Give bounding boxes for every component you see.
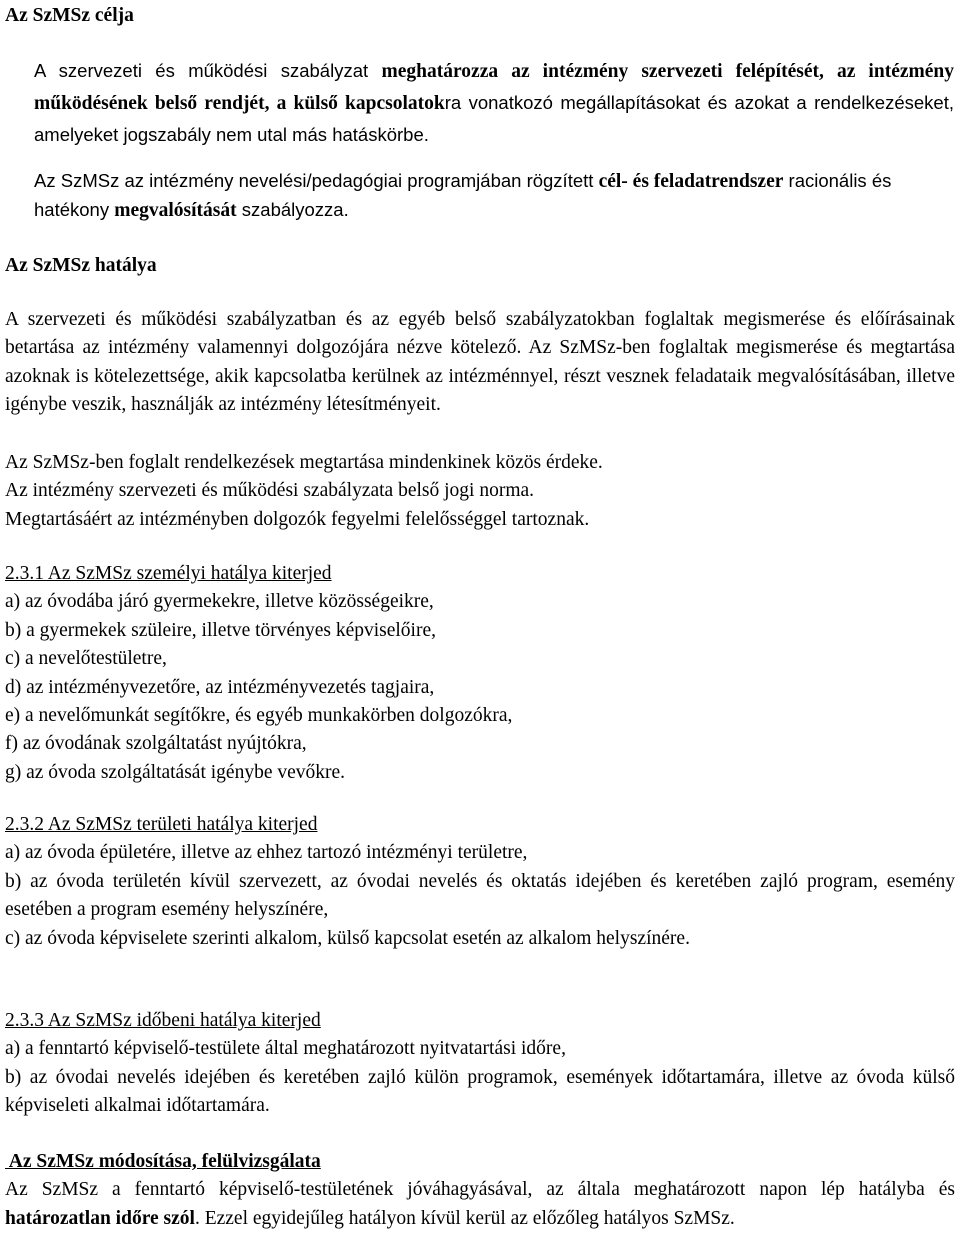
purpose2-text-c: szabályozza. xyxy=(236,199,349,220)
list-item: b) az óvodai nevelés idejében és keretében zajló külön programok, események időtartamára, illetve az óvoda külső képviseleti alkalmai időtartamára. xyxy=(5,1066,955,1117)
section-title-purpose: Az SzMSz célja xyxy=(5,5,134,26)
purpose2-text-b: racionális és hatékony xyxy=(34,170,892,220)
amendment-paragraph xyxy=(5,1176,955,1233)
temporal-scope-section xyxy=(5,1007,955,1121)
purpose2-text-bold2: megvalósítását xyxy=(114,200,237,221)
list-item: a) a fenntartó képviselő-testülete által meghatározott nyitvatartási időre, xyxy=(5,1038,566,1060)
purpose-paragraph-2 xyxy=(34,167,954,225)
purpose2-text-a: Az SzMSz az intézmény nevelési/pedagógiai programjában rögzített xyxy=(34,170,599,191)
purpose-text-bold: meghatározza az intézmény szervezeti felépítését, az intézmény működésének belső rendjét, a külső kapcsolatok xyxy=(34,61,954,114)
temporal-scope-heading: 2.3.3 Az SzMSz időbeni hatálya kiterjed xyxy=(5,1010,321,1031)
purpose2-text-bold1: cél- és feladatrendszer xyxy=(598,171,784,192)
list-item: g) az óvoda szolgáltatását igénybe vevőkre. xyxy=(5,761,346,783)
scope-line: Megtartásáért az intézményben dolgozók fegyelmi felelősséggel tartoznak. xyxy=(5,508,590,530)
amendment-heading: Az SzMSz módosítása, felülvizsgálata xyxy=(5,1151,321,1172)
list-item: b) a gyermekek szüleire, illetve törvényes képviselőire, xyxy=(5,619,436,641)
scope-line: Az SzMSz-ben foglalt rendelkezések megtartása mindenkinek közös érdeke. xyxy=(5,452,603,473)
list-item: f) az óvodának szolgáltatást nyújtókra, xyxy=(5,733,307,755)
list-item: e) a nevelőmunkát segítőkre, és egyéb munkakörben dolgozókra, xyxy=(5,705,513,727)
amendment-section xyxy=(5,1148,955,1233)
list-item: a) az óvoda épületére, illetve az ehhez tartozó intézményi területre, xyxy=(5,842,528,864)
list-item: a) az óvodába járó gyermekekre, illetve közösségeikre, xyxy=(5,591,434,613)
territorial-scope-section xyxy=(5,811,955,953)
purpose-text-b: ra vonatkozó megállapításokat és azokat a rendelkezéseket, amelyeket jogszabály nem utal más hatáskörbe. xyxy=(34,92,954,145)
amendment-text-bold: határozatlan időre szól xyxy=(5,1207,195,1229)
list-item: c) a nevelőtestületre, xyxy=(5,648,167,670)
personal-scope-heading: 2.3.1 Az SzMSz személyi hatálya kiterjed xyxy=(5,563,332,584)
scope-lines xyxy=(5,449,955,534)
territorial-scope-heading: 2.3.2 Az SzMSz területi hatálya kiterjed xyxy=(5,814,318,835)
scope-line: Az intézmény szervezeti és működési szabályzata belső jogi norma. xyxy=(5,480,535,502)
purpose-paragraph-1 xyxy=(34,55,954,150)
list-item: c) az óvoda képviselete szerinti alkalom, külső kapcsolat esetén az alkalom helyszínére. xyxy=(5,927,690,949)
list-item: d) az intézményvezetőre, az intézményvezetés tagjaira, xyxy=(5,676,435,698)
section-title-scope: Az SzMSz hatálya xyxy=(5,255,157,276)
personal-scope-section xyxy=(5,560,955,787)
amendment-text-b: . Ezzel egyidejűleg hatályon kívül kerül az előzőleg hatályos SzMSz. xyxy=(194,1207,735,1229)
list-item: b) az óvoda területén kívül szervezett, az óvodai nevelés és oktatás idejében és keretében zajló program, esemény esetében a program esemény helyszínére, xyxy=(5,870,955,921)
amendment-text-a: Az SzMSz a fenntartó képviselő-testületének jóváhagyásával, az általa meghatározott napon lép hatályba és xyxy=(5,1179,955,1201)
purpose-text-a: A szervezeti és működési szabályzat xyxy=(34,60,382,81)
scope-paragraph: A szervezeti és működési szabályzatban és az egyéb belső szabályzatokban foglaltak megismerése és előírásainak betartása az intézmény valamennyi dolgozójára nézve kötelező. Az SzMSz-ben foglaltak megismerése és megtartása azoknak is kötelezettsége, akik kapcsolatba kerülnek az intézménnyel, részt vesznek feladataik megvalósításában, illetve igénybe veszik, használják az intézmény létesítményeit. xyxy=(5,309,955,416)
